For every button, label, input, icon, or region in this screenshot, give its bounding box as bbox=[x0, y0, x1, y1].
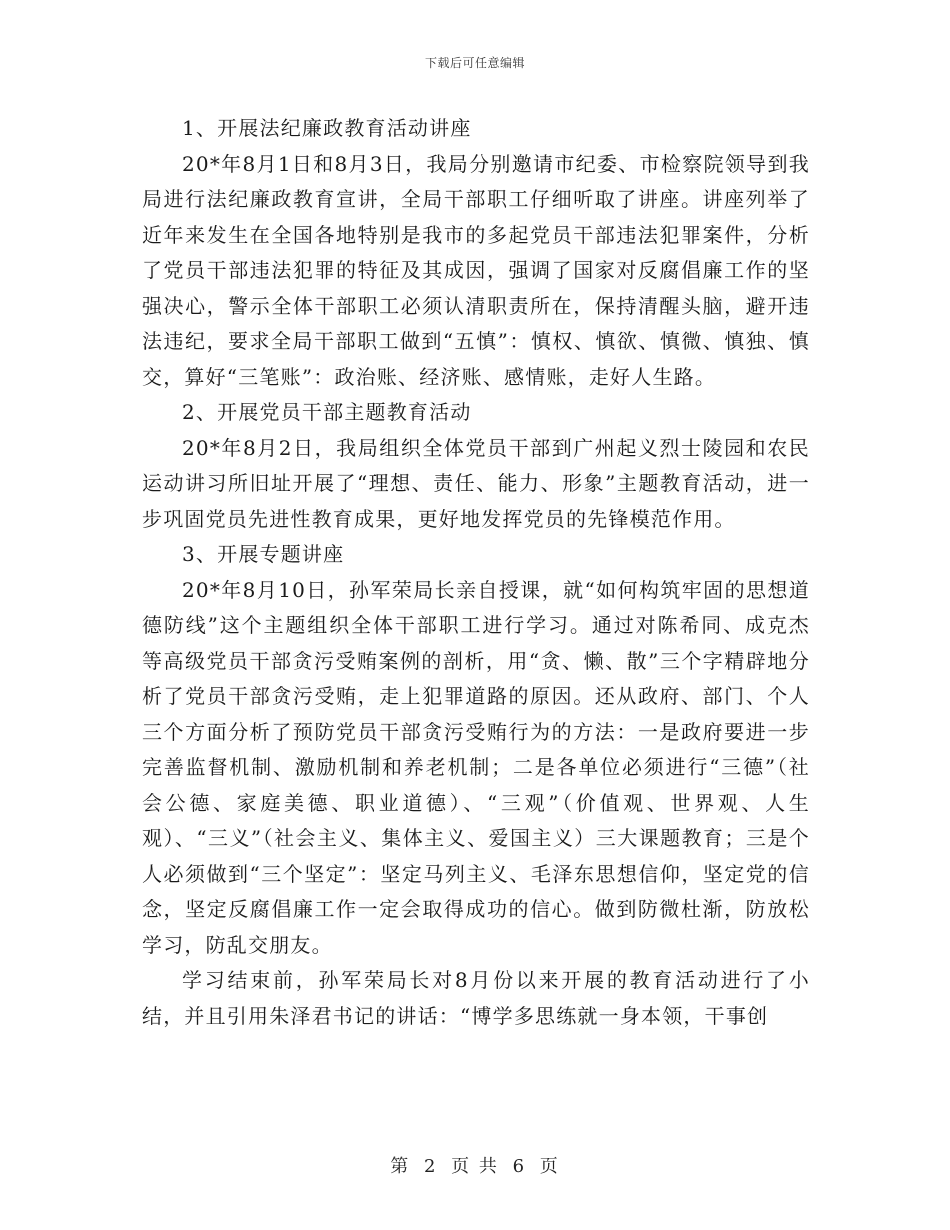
footer-page-number: 2 bbox=[423, 1156, 438, 1177]
footer-suffix: 页 bbox=[539, 1156, 560, 1177]
header-note: 下载后可任意编辑 bbox=[424, 56, 525, 70]
footer-middle: 页 共 bbox=[451, 1156, 499, 1177]
section-heading-3: 3、开展专题讲座 bbox=[182, 542, 345, 566]
document-body bbox=[142, 111, 810, 1034]
section-paragraph-3: 20*年8月10日，孙军荣局长亲自授课，就“如何构筑牢固的思想道德防线”这个主题组织全体干部职工进行学习。通过对陈希同、成克杰等高级党员干部贪污受贿案例的剖析，用“贪、懒、散”三个字精辟地分析了党员干部贪污受贿，走上犯罪道路的原因。还从政府、部门、个人三个方面分析了预防党员干部贪污受贿行为的方法：一是政府要进一步完善监督机制、激励机制和养老机制；二是各单位必须进行“三德”（社会公德、家庭美德、职业道德）、“三观”（价值观、世界观、人生观）、“三义”（社会主义、集体主义、爱国主义）三大课题教育；三是个人必须做到“三个坚定”：坚定马列主义、毛泽东思想信仰，坚定党的信念，坚定反腐倡廉工作一定会取得成功的信心。做到防微杜渐，防放松学习，防乱交朋友。 bbox=[142, 577, 810, 957]
section-paragraph-2: 20*年8月2日，我局组织全体党员干部到广州起义烈士陵园和农民运动讲习所旧址开展了“理想、责任、能力、形象”主题教育活动，进一步巩固党员先进性教育成果，更好地发挥党员的先锋模范作用。 bbox=[142, 435, 810, 531]
page-footer bbox=[0, 1152, 950, 1178]
section-heading-2: 2、开展党员干部主题教育活动 bbox=[182, 400, 472, 424]
footer-prefix: 第 bbox=[390, 1156, 411, 1177]
closing-paragraph: 学习结束前，孙军荣局长对8月份以来开展的教育活动进行了小结，并且引用朱泽君书记的讲话：“博学多思练就一身本领，干事创 bbox=[142, 968, 810, 1028]
section-paragraph-1: 20*年8月1日和8月3日，我局分别邀请市纪委、市检察院领导到我局进行法纪廉政教育宣讲，全局干部职工仔细听取了讲座。讲座列举了近年来发生在全国各地特别是我市的多起党员干部违法犯罪案件，分析了党员干部违法犯罪的特征及其成因，强调了国家对反腐倡廉工作的坚强决心，警示全体干部职工必须认清职责所在，保持清醒头脑，避开违法违纪，要求全局干部职工做到“五慎”：慎权、慎欲、慎微、慎独、慎交，算好“三笔账”：政治账、经济账、感情账，走好人生路。 bbox=[142, 151, 810, 389]
footer-total-pages: 6 bbox=[512, 1156, 527, 1177]
section-heading-1: 1、开展法纪廉政教育活动讲座 bbox=[182, 116, 472, 140]
